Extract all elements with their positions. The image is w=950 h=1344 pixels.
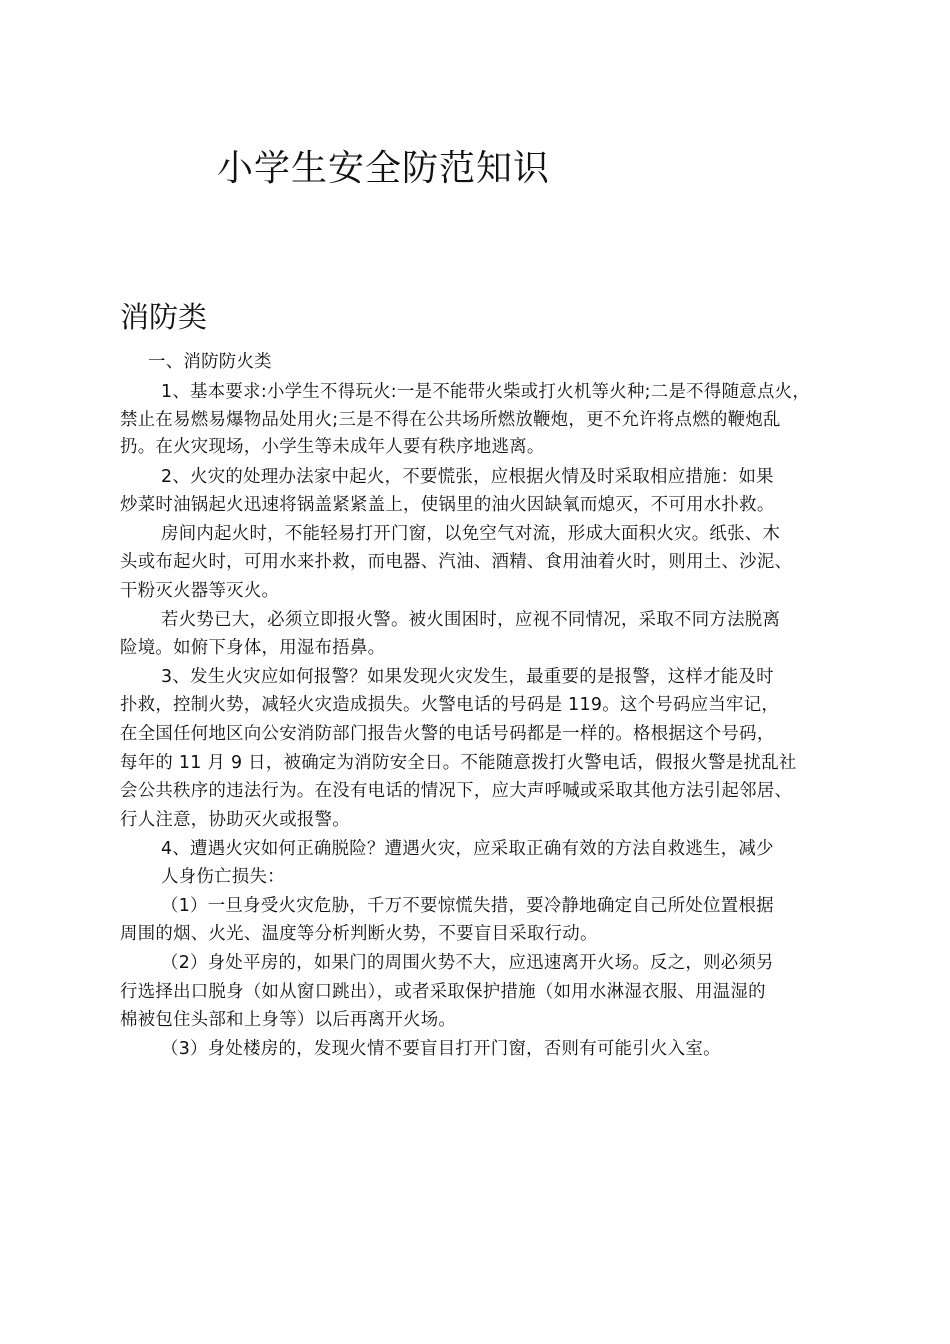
paragraph-line: 4、遭遇火灾如何正确脱险？遭遇火灾，应采取正确有效的方法自救逃生，减少 bbox=[161, 839, 774, 859]
paragraph-line: 会公共秩序的违法行为。在没有电话的情况下，应大声呼喊或采取其他方法引起邻居、 bbox=[120, 781, 793, 801]
paragraph-line: 若火势已大，必须立即报火警。被火围困时，应视不同情况，采取不同方法脱离 bbox=[161, 610, 781, 630]
paragraph-line: 1、基本要求:小学生不得玩火:一是不能带火柴或打火机等火种;二是不得随意点火， bbox=[161, 382, 811, 402]
paragraph-line: 2、火灾的处理办法家中起火，不要慌张，应根据火情及时采取相应措施：如果 bbox=[161, 467, 774, 487]
paragraph-line: 头或布起火时，可用水来扑救，而电器、汽油、酒精、食用油着火时，则用土、沙泥、 bbox=[120, 552, 793, 572]
paragraph-line: 房间内起火时，不能轻易打开门窗，以免空气对流，形成大面积火灾。纸张、木 bbox=[161, 524, 781, 544]
paragraph-line: 险境。如俯下身体，用湿布捂鼻。 bbox=[120, 638, 386, 658]
paragraph-line: 扑救，控制火势，减轻火灾造成损失。火警电话的号码是 119。这个号码应当牢记， bbox=[120, 695, 780, 715]
paragraph-line: 在全国任何地区向公安消防部门报告火警的电话号码都是一样的。格根据这个号码， bbox=[120, 724, 775, 744]
paragraph-line: 行人注意，协助灭火或报警。 bbox=[120, 810, 350, 830]
paragraph-line: 炒菜时油锅起火迅速将锅盖紧紧盖上，使锅里的油火因缺氧而熄灭，不可用水扑救。 bbox=[120, 495, 775, 515]
paragraph-line: （2）身处平房的，如果门的周围火势不大，应迅速离开火场。反之，则必须另 bbox=[161, 953, 774, 973]
paragraph-line: 人身伤亡损失： bbox=[161, 867, 285, 887]
paragraph-line: 棉被包住头部和上身等）以后再离开火场。 bbox=[120, 1010, 457, 1030]
paragraph-line: 3、发生火灾应如何报警？如果发现火灾发生，最重要的是报警，这样才能及时 bbox=[161, 667, 774, 687]
paragraph-line: 扔。在火灾现场，小学生等未成年人要有秩序地逃离。 bbox=[120, 437, 545, 457]
paragraph-line: 每年的 11 月 9 日，被确定为消防安全日。不能随意拨打火警电话，假报火警是扰乱社 bbox=[120, 753, 797, 773]
paragraph-line: （3）身处楼房的，发现火情不要盲目打开门窗，否则有可能引火入室。 bbox=[161, 1039, 721, 1059]
paragraph-line: （1）一旦身受火灾危胁，千万不要惊慌失措，要冷静地确定自己所处位置根据 bbox=[161, 896, 774, 916]
paragraph-line: 周围的烟、火光、温度等分析判断火势，不要盲目采取行动。 bbox=[120, 924, 598, 944]
paragraph-line: 行选择出口脱身（如从窗口跳出），或者采取保护措施（如用水淋湿衣服、用温湿的 bbox=[120, 982, 766, 1002]
section-heading: 消防类 bbox=[120, 300, 208, 334]
subsection-heading: 一、消防防火类 bbox=[148, 352, 272, 372]
paragraph-line: 干粉灭火器等灭火。 bbox=[120, 581, 280, 601]
page-title: 小学生安全防范知识 bbox=[217, 148, 551, 189]
paragraph-line: 禁止在易燃易爆物品处用火;三是不得在公共场所燃放鞭炮，更不允许将点燃的鞭炮乱 bbox=[120, 410, 781, 430]
